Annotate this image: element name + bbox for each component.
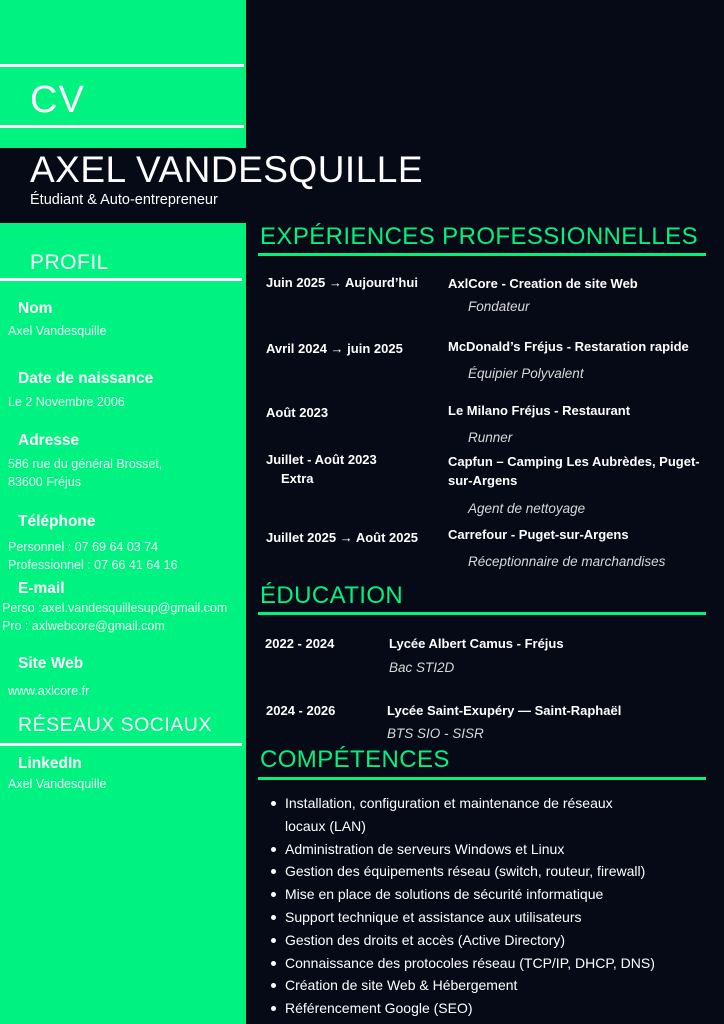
divider — [258, 253, 706, 256]
cv-title: CV — [30, 79, 85, 121]
education-diploma: Bac STI2D — [389, 660, 455, 675]
education-school: Lycée Saint-Exupéry — Saint-Raphaël — [387, 703, 622, 718]
experience-company: Carrefour - Puget-sur-Argens — [448, 527, 629, 542]
divider — [258, 777, 706, 780]
email-perso[interactable]: Perso :axel.vandesquillesup@gmail.com — [2, 601, 228, 615]
experience-role: Runner — [468, 430, 513, 445]
skill-item: Mise en place de solutions de sécurité informatique — [285, 883, 685, 906]
birthdate-label: Date de naissance — [18, 370, 154, 387]
divider — [0, 125, 244, 128]
education-years: 2024 - 2026 — [266, 703, 336, 718]
social-heading: RÉSEAUX SOCIAUX — [18, 714, 212, 736]
experience-heading: EXPÉRIENCES PROFESSIONNELLES — [260, 223, 698, 250]
skill-item: Référencement Google (SEO) — [285, 997, 685, 1020]
skill-item: Création de site Web & Hébergement — [285, 974, 685, 997]
linkedin-link[interactable]: Axel Vandesquille — [8, 777, 107, 791]
skill-item: Gestion des équipements réseau (switch, routeur, firewall) — [285, 860, 685, 883]
skill-item: Gestion des droits et accès (Active Directory) — [285, 929, 685, 952]
experience-date-extra: Extra — [281, 471, 314, 486]
website-link[interactable]: www.axlcore.fr — [8, 684, 90, 698]
skills-heading: COMPÉTENCES — [260, 746, 450, 773]
experience-role: Fondateur — [468, 299, 530, 314]
experience-date: Juillet - Août 2023 — [266, 452, 377, 467]
education-school: Lycée Albert Camus - Fréjus — [389, 636, 564, 651]
phone-label: Téléphone — [18, 513, 96, 530]
name-value: Axel Vandesquille — [8, 324, 107, 338]
full-name: AXEL VANDESQUILLE — [30, 149, 424, 190]
birthdate-value: Le 2 Novembre 2006 — [8, 395, 125, 409]
experience-date: Août 2023 — [266, 405, 329, 420]
name-label: Nom — [18, 300, 53, 317]
experience-company-line2: sur-Argens — [448, 473, 518, 488]
experience-company: AxlCore - Creation de site Web — [448, 276, 638, 291]
linkedin-label: LinkedIn — [18, 755, 82, 772]
skill-item: Connaissance des protocoles réseau (TCP/IP, DHCP, DNS) — [285, 952, 685, 975]
experience-company: McDonald’s Fréjus - Restaration rapide — [448, 339, 689, 354]
experience-date: Juillet 2025 → Août 2025 — [266, 530, 418, 545]
address-line1: 586 rue du général Brosset, — [8, 457, 163, 471]
phone-personal: Personnel : 07 69 64 03 74 — [8, 540, 159, 554]
divider — [0, 743, 242, 746]
divider — [0, 64, 244, 67]
experience-date: Avril 2024 → juin 2025 — [266, 341, 403, 356]
phone-professional: Professionnel : 07 66 41 64 16 — [8, 558, 178, 572]
address-line2: 83600 Fréjus — [8, 475, 81, 489]
experience-role: Réceptionnaire de marchandises — [468, 554, 666, 569]
skills-list — [285, 792, 685, 1020]
experience-role: Équipier Polyvalent — [468, 366, 584, 381]
experience-role: Agent de nettoyage — [468, 501, 586, 516]
email-pro[interactable]: Pro : axlwebcore@gmail.com — [2, 619, 165, 633]
experience-company: Capfun – Camping Les Aubrèdes, Puget- — [448, 454, 700, 469]
profile-heading: PROFIL — [30, 251, 109, 274]
address-label: Adresse — [18, 432, 80, 449]
experience-company: Le Milano Fréjus - Restaurant — [448, 403, 631, 418]
divider — [0, 278, 242, 281]
experience-date: Juin 2025 → Aujourd’hui — [266, 275, 418, 290]
education-heading: ÉDUCATION — [260, 582, 404, 609]
skill-item: Support technique et assistance aux utilisateurs — [285, 906, 685, 929]
email-label: E-mail — [18, 580, 65, 597]
subtitle: Étudiant & Auto-entrepreneur — [30, 192, 218, 208]
skill-item: Installation, configuration et maintenance de réseaux — [285, 792, 685, 815]
divider — [258, 612, 706, 615]
skill-item-continuation: locaux (LAN) — [285, 817, 366, 834]
education-years: 2022 - 2024 — [265, 636, 335, 651]
education-diploma: BTS SIO - SISR — [387, 726, 484, 741]
skill-item: Administration de serveurs Windows et Linux — [285, 838, 685, 861]
website-label: Site Web — [18, 655, 84, 672]
